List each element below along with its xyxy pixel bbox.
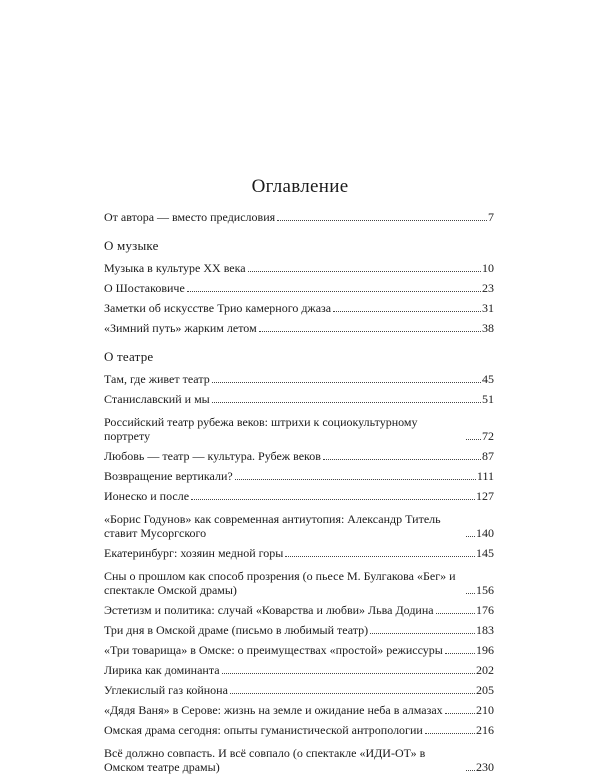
toc-entry-page: 127	[476, 489, 494, 503]
toc-entry-page: 72	[482, 429, 494, 443]
toc-entry-text: «Зимний путь» жарким летом	[104, 321, 257, 335]
toc-entry-text: Возвращение вертикали?	[104, 469, 233, 483]
toc-entry	[104, 697, 494, 717]
dot-leader	[212, 382, 481, 383]
toc-entry	[104, 255, 494, 275]
toc-entry-page: 156	[476, 583, 494, 597]
toc-entry-page: 45	[482, 372, 494, 386]
dot-leader	[466, 593, 475, 594]
dot-leader	[370, 633, 475, 634]
dot-leader	[191, 499, 475, 500]
toc-entry-page: 210	[476, 703, 494, 717]
dot-leader	[235, 479, 476, 480]
toc-entry-page: 205	[476, 683, 494, 697]
toc-entry-text: Три дня в Омской драме (письмо в любимый театр)	[104, 623, 369, 637]
toc-entry-text: Углекислый газ койнона	[104, 683, 228, 697]
toc-entry-page: 230	[476, 760, 494, 774]
toc-entry-text: О Шостаковиче	[104, 281, 185, 295]
toc-entry	[104, 637, 494, 657]
dot-leader	[445, 713, 475, 714]
toc-entry-page: 140	[476, 526, 494, 540]
section-heading-theatre: О театре	[104, 349, 154, 364]
toc-entry-page: 145	[476, 546, 494, 560]
toc-entry	[104, 386, 494, 406]
toc-entry-intro	[104, 204, 494, 224]
toc-entry	[104, 443, 494, 463]
dot-leader	[222, 673, 475, 674]
toc-entry	[104, 295, 494, 315]
toc-entry-text: Музыка в культуре XX века	[104, 261, 246, 275]
dot-leader	[187, 291, 481, 292]
toc-entry-page: 176	[476, 603, 494, 617]
toc-entry	[104, 315, 494, 335]
dot-leader	[445, 653, 475, 654]
toc-entry-page: 51	[482, 392, 494, 406]
toc-entry-text: «Три товарища» в Омске: о преимуществах «простой» режиссуры	[104, 643, 443, 657]
toc-entry-text: От автора — вместо предисловия	[104, 210, 276, 224]
page-title: Оглавление	[251, 176, 349, 197]
toc-entry-text: Омская драма сегодня: опыты гуманистической антропологии	[104, 723, 423, 737]
toc-entry	[104, 275, 494, 295]
table-of-contents	[104, 204, 494, 774]
dot-leader	[259, 331, 481, 332]
dot-leader	[230, 693, 475, 694]
toc-entry	[104, 503, 494, 540]
dot-leader	[333, 311, 481, 312]
toc-entry	[104, 560, 494, 597]
toc-entry-page: 183	[476, 623, 494, 637]
toc-entry-text: Заметки об искусстве Трио камерного джаза	[104, 301, 332, 315]
toc-entry	[104, 406, 494, 443]
toc-entry-text: Российский театр рубежа веков: штрихи к социокультурному портрету	[104, 415, 418, 443]
toc-entry-text: Лирика как доминанта	[104, 663, 220, 677]
toc-entry	[104, 737, 494, 774]
toc-entry	[104, 677, 494, 697]
dot-leader	[277, 220, 487, 221]
dot-leader	[436, 613, 475, 614]
toc-entry-text: Екатеринбург: хозяин медной горы	[104, 546, 284, 560]
toc-entry-text: «Дядя Ваня» в Серове: жизнь на земле и ожидание неба в алмазах	[104, 703, 443, 717]
toc-entry	[104, 483, 494, 503]
toc-entry-text: Всё должно совпасть. И всё совпало (о спектакле «ИДИ-ОТ» в Омском театре драмы)	[104, 746, 426, 774]
toc-entry-page: 202	[476, 663, 494, 677]
dot-leader	[248, 271, 481, 272]
dot-leader	[466, 536, 475, 537]
toc-entry	[104, 717, 494, 737]
toc-entry-page: 23	[482, 281, 494, 295]
toc-entry-text: Сны о прошлом как способ прозрения (о пьесе М. Булгакова «Бег» и спектакле Омской драмы)	[104, 569, 456, 597]
toc-entry-text: Ионеско и после	[104, 489, 190, 503]
dot-leader	[323, 459, 481, 460]
toc-entry-page: 31	[482, 301, 494, 315]
toc-entry-text: Станиславский и мы	[104, 392, 210, 406]
toc-entry-text: Любовь — театр — культура. Рубеж веков	[104, 449, 321, 463]
toc-entry-page: 216	[476, 723, 494, 737]
toc-entry-page: 38	[482, 321, 494, 335]
toc-entry-page: 196	[476, 643, 494, 657]
toc-entry	[104, 366, 494, 386]
toc-entry-page: 7	[488, 210, 494, 224]
toc-entry	[104, 597, 494, 617]
dot-leader	[425, 733, 475, 734]
toc-entry-text: Там, где живет театр	[104, 372, 210, 386]
toc-entry	[104, 463, 494, 483]
toc-entry	[104, 617, 494, 637]
dot-leader	[212, 402, 481, 403]
dot-leader	[466, 770, 475, 771]
toc-entry-text: Эстетизм и политика: случай «Коварства и любви» Льва Додина	[104, 603, 434, 617]
section-heading-music: О музыке	[104, 238, 159, 253]
toc-entry	[104, 657, 494, 677]
toc-entry-page: 111	[476, 469, 494, 483]
toc-entry-page: 87	[482, 449, 494, 463]
toc-entry	[104, 540, 494, 560]
dot-leader	[285, 556, 475, 557]
dot-leader	[466, 439, 481, 440]
toc-entry-text: «Борис Годунов» как современная антиутопия: Александр Титель ставит Мусоргского	[104, 512, 441, 540]
toc-entry-page: 10	[482, 261, 494, 275]
